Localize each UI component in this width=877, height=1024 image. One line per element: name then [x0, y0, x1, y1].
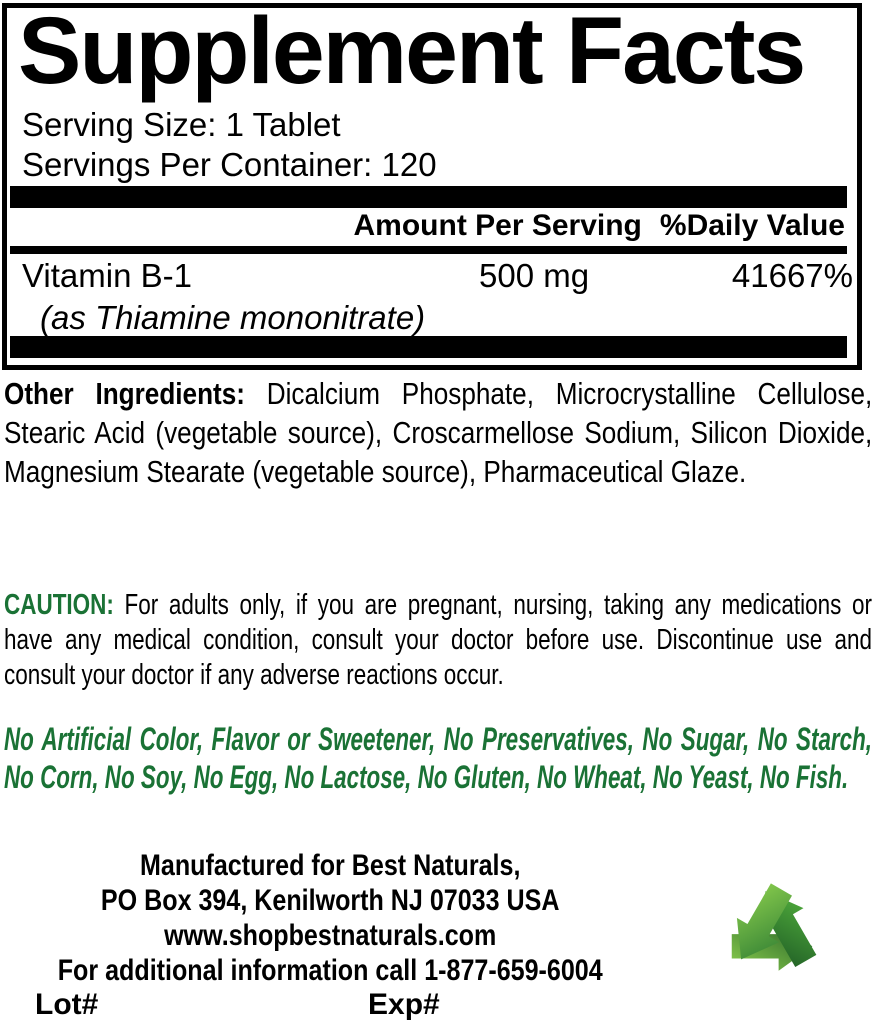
nutrient-daily-value: 41667%	[731, 257, 853, 294]
divider-thick-top	[10, 186, 847, 208]
nutrient-name: Vitamin B-1	[22, 257, 192, 294]
column-daily-value: %Daily Value	[659, 209, 845, 242]
divider-thick-bottom	[10, 336, 847, 358]
nutrient-source-note: (as Thiamine mononitrate)	[40, 299, 426, 336]
caution-paragraph	[4, 588, 872, 693]
caution-text: For adults only, if you are pregnant, nursing, taking any medications or have any medical condition, consult your doctor before use. Discontinue use and consult your doctor if any adverse reactions occur.	[4, 589, 873, 691]
exp-date-label: Exp#	[368, 988, 440, 1021]
manufactured-for-line: Manufactured for Best Naturals,	[139, 849, 521, 882]
no-additives-claims: No Artificial Color, Flavor or Sweetener, No Preservatives, No Sugar, No Starch, No Corn, No Soy, No Egg, No Lactose, No Gluten, No Wheat, No Yeast, No Fish.	[4, 721, 872, 795]
address-line: PO Box 394, Kenilworth NJ 07033 USA	[100, 884, 560, 917]
other-ingredients-text: Dicalcium Phosphate, Microcrystalline Cellulose, Stearic Acid (vegetable source), Croscarmellose Sodium, Silicon Dioxide, Magnesium Stearate (vegetable source), Pharmaceutical Glaze.	[4, 376, 873, 489]
manufacturer-block	[0, 848, 660, 988]
website-line: www.shopbestnaturals.com	[164, 919, 497, 952]
phone-line: For additional information call 1-877-659-6004	[57, 954, 603, 987]
column-amount-per-serving: Amount Per Serving	[353, 209, 642, 242]
other-ingredients-paragraph	[4, 374, 872, 491]
recycle-icon	[698, 842, 848, 1000]
facts-column-headers	[354, 209, 846, 243]
serving-size: Serving Size: 1 Tablet	[22, 106, 341, 143]
divider-medium	[10, 246, 847, 254]
nutrient-amount: 500 mg	[479, 257, 590, 294]
other-ingredients-label: Other Ingredients:	[4, 376, 267, 411]
caution-label: CAUTION:	[4, 589, 125, 621]
lot-number-label: Lot#	[35, 988, 99, 1021]
servings-per-container: Servings Per Container: 120	[22, 146, 437, 183]
panel-title: Supplement Facts	[18, 0, 805, 104]
